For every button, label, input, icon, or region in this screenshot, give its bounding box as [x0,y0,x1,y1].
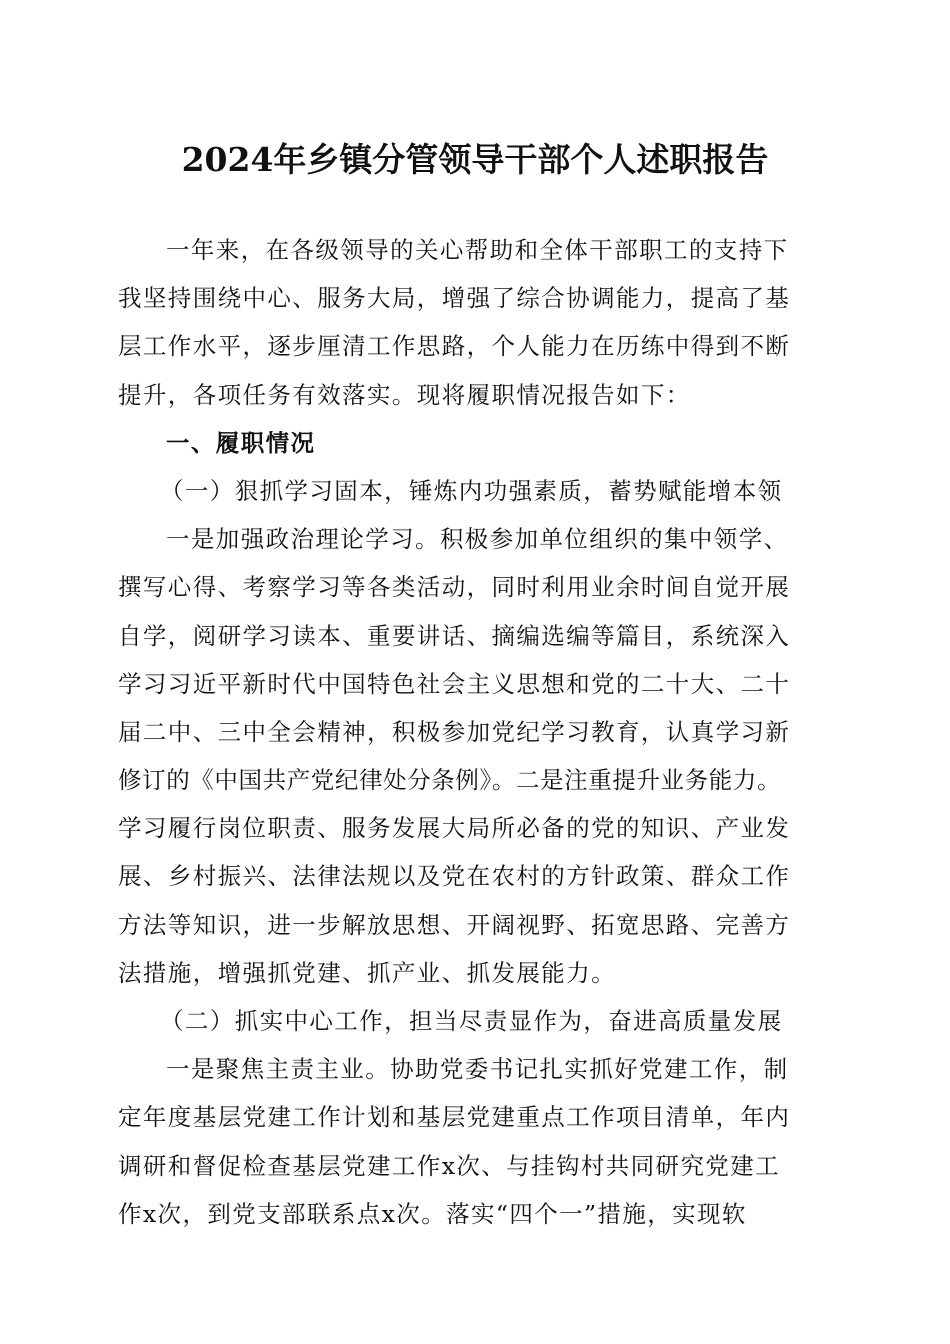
paragraph-line: 展、乡村振兴、法律法规以及党在农村的方针政策、群众工作 [118,862,791,891]
paragraph-line: 方法等知识，进一步解放思想、开阔视野、拓宽思路、完善方 [118,910,791,939]
paragraph-line: 一年来，在各级领导的关心帮助和全体干部职工的支持下 [166,236,789,264]
paragraph-line: 法措施，增强抓党建、抓产业、抓发展能力。 [118,958,616,987]
subsection-heading: （二）抓实中心工作，担当尽责显作为，奋进高质量发展 [160,1007,783,1035]
paragraph-line: 一是加强政治理论学习。积极参加单位组织的集中领学、 [166,525,789,554]
paragraph-line: 调研和督促检查基层党建工作x次、与挂钩村共同研究党建工 [118,1151,781,1180]
paragraph-line: 提升，各项任务有效落实。现将履职情况报告如下： [118,380,691,409]
section-heading: 一、履职情况 [166,428,316,457]
subsection-heading: （一）狠抓学习固本，锤炼内功强素质，蓄势赋能增本领 [160,476,783,505]
paragraph-line: 学习习近平新时代中国特色社会主义思想和党的二十大、二十 [118,669,791,698]
paragraph-line: 撰写心得、考察学习等各类活动，同时利用业余时间自觉开展 [118,573,791,602]
paragraph-line: 层工作水平，逐步厘清工作思路，个人能力在历练中得到不断 [118,332,791,361]
paragraph-line: 一是聚焦主责主业。协助党委书记扎实抓好党建工作，制 [166,1055,789,1084]
paragraph-line: 定年度基层党建工作计划和基层党建重点工作项目清单，年内 [118,1103,791,1132]
paragraph-line: 学习履行岗位职责、服务发展大局所必备的党的知识、产业发 [118,814,791,843]
page-title: 2024年乡镇分管领导干部个人述职报告 [181,140,769,179]
paragraph-line: 作x次，到党支部联系点x次。落实“四个一”措施，实现软 [118,1199,747,1228]
paragraph-line: 我坚持围绕中心、服务大局，增强了综合协调能力，提高了基 [118,284,791,313]
paragraph-line: 届二中、三中全会精神，积极参加党纪学习教育，认真学习新 [118,717,791,746]
paragraph-line: 自学，阅研学习读本、重要讲话、摘编选编等篇目，系统深入 [118,621,791,650]
document-body [118,226,838,1238]
paragraph-line: 修订的《中国共产党纪律处分条例》。二是注重提升业务能力。 [118,766,782,795]
